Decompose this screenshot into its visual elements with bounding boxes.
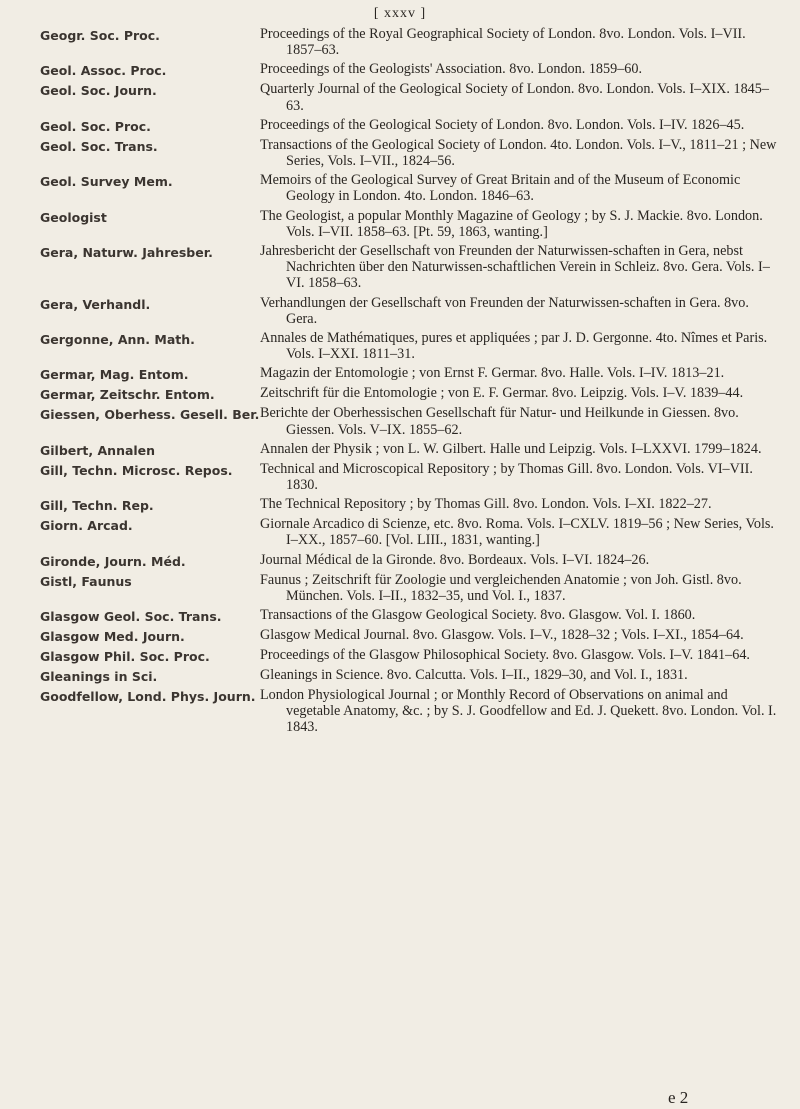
entry-description: Magazin der Entomologie ; von Ernst F. Germar. 8vo. Halle. Vols. I–IV. 1813–21.	[260, 365, 725, 382]
bibliography-entry	[40, 243, 784, 292]
entry-abbreviation: Goodfellow, Lond. Phys. Journ.	[40, 689, 256, 705]
entry-description: Annales de Mathématiques, pures et appliquées ; par J. D. Gergonne. 4to. Nîmes et Paris. Vols. I–XXI. 1811–31.	[260, 330, 768, 363]
bibliography-entry	[40, 405, 784, 437]
bibliography-entry	[40, 117, 784, 134]
entry-abbreviation: Glasgow Geol. Soc. Trans.	[40, 609, 222, 625]
entry-description: Transactions of the Geological Society of London. 4to. London. Vols. I–V., 1811–21 ; New Series, Vols. I–VII., 1824–56.	[260, 136, 777, 170]
entry-description: Zeitschrift für die Entomologie ; von E. F. Germar. 8vo. Leipzig. Vols. I–V. 1839–44.	[260, 385, 744, 402]
entry-description: Proceedings of the Geologists' Association. 8vo. London. 1859–60.	[260, 61, 643, 78]
entry-abbreviation: Gera, Naturw. Jahresber.	[40, 245, 213, 261]
entry-description: Transactions of the Glasgow Geological Society. 8vo. Glasgow. Vol. I. 1860.	[260, 607, 696, 624]
entry-description: Giornale Arcadico di Scienze, etc. 8vo. Roma. Vols. I–CXLV. 1819–56 ; New Series, Vols. I–XX., 1857–60. [Vol. LIII., 1831, wanting.]	[260, 516, 774, 549]
entry-abbreviation: Giorn. Arcad.	[40, 518, 133, 534]
entry-description: The Technical Repository ; by Thomas Gill. 8vo. London. Vols. I–XI. 1822–27.	[260, 496, 712, 513]
bibliography-entry	[40, 647, 784, 664]
bibliography-entry	[40, 61, 784, 78]
entry-description: Proceedings of the Royal Geographical Society of London. 8vo. London. Vols. I–VII. 1857–63.	[260, 26, 746, 59]
bibliography-entry	[40, 385, 784, 402]
entry-description: Proceedings of the Glasgow Philosophical Society. 8vo. Glasgow. Vols. I–V. 1841–64.	[260, 647, 750, 664]
bibliography-entry	[40, 81, 784, 113]
entry-abbreviation: Gleanings in Sci.	[40, 669, 158, 685]
bibliography-entry	[40, 441, 784, 458]
entry-abbreviation: Geol. Soc. Trans.	[40, 138, 158, 154]
bibliography-entry	[40, 607, 784, 624]
entry-description: The Geologist, a popular Monthly Magazine of Geology ; by S. J. Mackie. 8vo. London. Vols. I–VII. 1858–63. [Pt. 59, 1863, wanting.]	[260, 207, 763, 240]
entry-abbreviation: Geol. Soc. Journ.	[40, 83, 157, 99]
entry-abbreviation: Giessen, Oberhess. Gesell. Ber.	[40, 407, 260, 423]
entry-abbreviation: Gill, Techn. Rep.	[40, 498, 154, 514]
entry-description: London Physiological Journal ; or Monthly Record of Observations on animal and vegetable Anatomy, &c. ; by S. J. Goodfellow and Ed. J. Quekett. 8vo. London. Vol. I. 1843.	[260, 687, 777, 736]
entry-abbreviation: Gill, Techn. Microsc. Repos.	[40, 462, 233, 478]
bibliography-entry	[40, 496, 784, 513]
bibliography-list	[40, 26, 784, 739]
bibliography-entry	[40, 572, 784, 604]
entry-description: Berichte der Oberhessischen Gesellschaft für Natur- und Heilkunde in Giessen. 8vo. Giessen. Vols. V–IX. 1855–62.	[260, 405, 739, 438]
entry-description: Journal Médical de la Gironde. 8vo. Bordeaux. Vols. I–VI. 1824–26.	[260, 551, 650, 568]
entry-description: Memoirs of the Geological Survey of Great Britain and of the Museum of Economic Geology in London. 4to. London. 1846–63.	[260, 172, 741, 205]
bibliography-entry	[40, 208, 784, 240]
bibliography-entry	[40, 172, 784, 204]
entry-abbreviation: Gironde, Journ. Méd.	[40, 553, 186, 569]
entry-abbreviation: Glasgow Phil. Soc. Proc.	[40, 649, 210, 665]
bibliography-entry	[40, 461, 784, 493]
bibliography-entry	[40, 26, 784, 58]
entry-description: Verhandlungen der Gesellschaft von Freunden der Naturwissen-schaften in Gera. 8vo. Gera.	[260, 294, 749, 327]
entry-abbreviation: Gera, Verhandl.	[40, 296, 151, 312]
bibliography-entry	[40, 516, 784, 548]
entry-description: Proceedings of the Geological Society of London. 8vo. London. Vols. I–IV. 1826–45.	[260, 116, 745, 133]
page-number: [ xxxv ]	[373, 6, 427, 21]
bibliography-entry	[40, 330, 784, 362]
entry-description: Gleanings in Science. 8vo. Calcutta. Vols. I–II., 1829–30, and Vol. I., 1831.	[260, 667, 688, 684]
entry-description: Technical and Microscopical Repository ; by Thomas Gill. 8vo. London. Vols. VI–VII. 1830.	[260, 460, 753, 494]
entry-abbreviation: Geologist	[40, 209, 107, 225]
entry-description: Annalen der Physik ; von L. W. Gilbert. Halle und Leipzig. Vols. I–LXXVI. 1799–1824.	[260, 440, 762, 457]
bibliography-entry	[40, 687, 784, 736]
bibliography-entry	[40, 137, 784, 169]
entry-abbreviation: Germar, Zeitschr. Entom.	[40, 387, 215, 403]
bibliography-entry	[40, 552, 784, 569]
entry-abbreviation: Gilbert, Annalen	[40, 442, 156, 458]
entry-description: Faunus ; Zeitschrift für Zoologie und vergleichenden Anatomie ; von Joh. Gistl. 8vo. München. Vols. I–II., 1832–35, und Vol. I., 1837.	[260, 571, 742, 604]
entry-description: Quarterly Journal of the Geological Society of London. 8vo. London. Vols. I–XIX. 1845–63.	[260, 81, 769, 114]
bibliography-entry	[40, 667, 784, 684]
bibliography-entry	[40, 365, 784, 382]
entry-abbreviation: Glasgow Med. Journ.	[40, 629, 185, 645]
entry-description: Jahresbericht der Gesellschaft von Freunden der Naturwissen-schaften in Gera, nebst Nachrichten über den Naturwissen-schaftlichen Verein in Schleiz. 8vo. Gera. Vols. I–VI. 1858–63.	[260, 243, 770, 292]
bibliography-entry	[40, 295, 784, 327]
entry-abbreviation: Gergonne, Ann. Math.	[40, 332, 195, 348]
entry-abbreviation: Geogr. Soc. Proc.	[40, 28, 160, 43]
bibliography-entry	[40, 627, 784, 644]
entry-description: Glasgow Medical Journal. 8vo. Glasgow. Vols. I–V., 1828–32 ; Vols. I–XI., 1854–64.	[260, 627, 744, 644]
entry-abbreviation: Geol. Assoc. Proc.	[40, 63, 167, 79]
entry-abbreviation: Gistl, Faunus	[40, 573, 132, 589]
signature-mark: e 2	[668, 1088, 689, 1107]
entry-abbreviation: Geol. Survey Mem.	[40, 174, 173, 190]
entry-abbreviation: Germar, Mag. Entom.	[40, 367, 189, 383]
entry-abbreviation: Geol. Soc. Proc.	[40, 118, 151, 134]
